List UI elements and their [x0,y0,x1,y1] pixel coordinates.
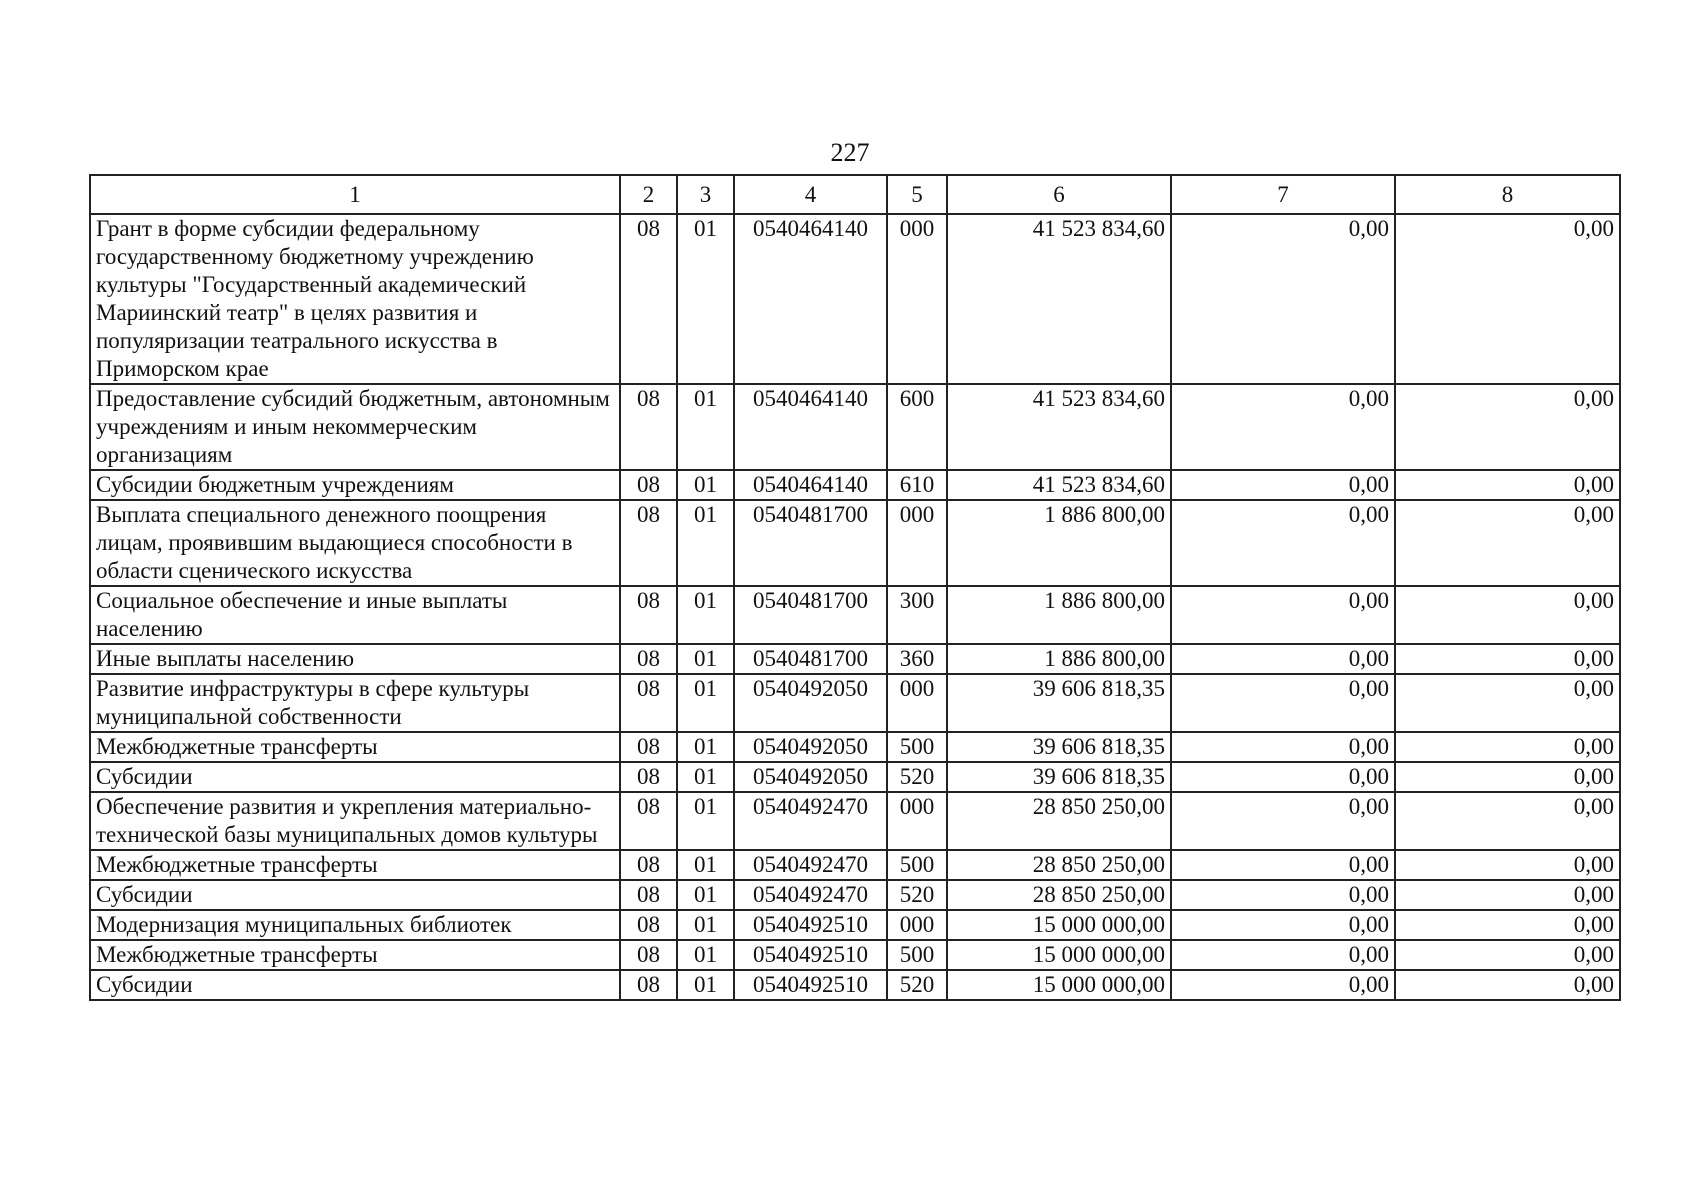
amount-cell: 41 523 834,60 [947,214,1171,384]
amount-cell: 0,00 [1395,384,1620,470]
amount-cell: 0,00 [1395,214,1620,384]
amount-cell: 0,00 [1395,674,1620,732]
subsection-code-cell: 01 [677,792,734,850]
target-article-cell: 0540464140 [734,214,887,384]
amount-cell: 0,00 [1395,586,1620,644]
target-article-cell: 0540492470 [734,850,887,880]
subsection-code-cell: 01 [677,940,734,970]
expense-type-cell: 300 [887,586,947,644]
subsection-code-cell: 01 [677,880,734,910]
section-code-cell: 08 [620,880,677,910]
amount-cell: 1 886 800,00 [947,586,1171,644]
section-code-cell: 08 [620,792,677,850]
expense-type-cell: 000 [887,500,947,586]
target-article-cell: 0540492510 [734,940,887,970]
row-name-cell: Субсидии [90,970,620,1000]
column-header: 5 [887,175,947,214]
table-row [90,880,1620,910]
column-header: 1 [90,175,620,214]
amount-cell: 0,00 [1171,732,1395,762]
subsection-code-cell: 01 [677,384,734,470]
amount-cell: 39 606 818,35 [947,762,1171,792]
subsection-code-cell: 01 [677,970,734,1000]
row-name-cell: Предоставление субсидий бюджетным, автономным учреждениям и иным некоммерческим организациям [90,384,620,470]
subsection-code-cell: 01 [677,762,734,792]
target-article-cell: 0540464140 [734,384,887,470]
budget-table [89,174,1621,1001]
amount-cell: 28 850 250,00 [947,880,1171,910]
table-row [90,792,1620,850]
expense-type-cell: 000 [887,910,947,940]
amount-cell: 0,00 [1395,644,1620,674]
section-code-cell: 08 [620,762,677,792]
expense-type-cell: 000 [887,214,947,384]
column-header: 7 [1171,175,1395,214]
amount-cell: 0,00 [1395,940,1620,970]
section-code-cell: 08 [620,500,677,586]
amount-cell: 28 850 250,00 [947,850,1171,880]
subsection-code-cell: 01 [677,732,734,762]
row-name-cell: Развитие инфраструктуры в сфере культуры муниципальной собственности [90,674,620,732]
column-header: 8 [1395,175,1620,214]
expense-type-cell: 360 [887,644,947,674]
amount-cell: 0,00 [1171,792,1395,850]
subsection-code-cell: 01 [677,500,734,586]
subsection-code-cell: 01 [677,470,734,500]
section-code-cell: 08 [620,644,677,674]
amount-cell: 0,00 [1395,880,1620,910]
amount-cell: 0,00 [1395,470,1620,500]
subsection-code-cell: 01 [677,644,734,674]
table-row [90,970,1620,1000]
section-code-cell: 08 [620,732,677,762]
table-row [90,214,1620,384]
amount-cell: 0,00 [1171,384,1395,470]
amount-cell: 41 523 834,60 [947,470,1171,500]
amount-cell: 0,00 [1395,732,1620,762]
row-name-cell: Межбюджетные трансферты [90,850,620,880]
amount-cell: 28 850 250,00 [947,792,1171,850]
target-article-cell: 0540481700 [734,586,887,644]
amount-cell: 0,00 [1171,850,1395,880]
amount-cell: 0,00 [1171,214,1395,384]
table-row [90,910,1620,940]
page-number: 227 [830,138,870,167]
amount-cell: 0,00 [1171,762,1395,792]
section-code-cell: 08 [620,470,677,500]
amount-cell: 0,00 [1171,910,1395,940]
expense-type-cell: 520 [887,880,947,910]
amount-cell: 39 606 818,35 [947,674,1171,732]
amount-cell: 0,00 [1171,644,1395,674]
table-row [90,500,1620,586]
subsection-code-cell: 01 [677,674,734,732]
amount-cell: 41 523 834,60 [947,384,1171,470]
amount-cell: 15 000 000,00 [947,970,1171,1000]
target-article-cell: 0540481700 [734,644,887,674]
table-row [90,674,1620,732]
section-code-cell: 08 [620,214,677,384]
table-row [90,644,1620,674]
column-header: 2 [620,175,677,214]
section-code-cell: 08 [620,674,677,732]
amount-cell: 0,00 [1171,500,1395,586]
table-row [90,762,1620,792]
table-header [90,175,1620,214]
amount-cell: 0,00 [1395,970,1620,1000]
subsection-code-cell: 01 [677,850,734,880]
subsection-code-cell: 01 [677,214,734,384]
amount-cell: 15 000 000,00 [947,910,1171,940]
row-name-cell: Межбюджетные трансферты [90,732,620,762]
column-header: 3 [677,175,734,214]
target-article-cell: 0540481700 [734,500,887,586]
expense-type-cell: 520 [887,970,947,1000]
expense-type-cell: 520 [887,762,947,792]
section-code-cell: 08 [620,940,677,970]
target-article-cell: 0540492050 [734,762,887,792]
amount-cell: 0,00 [1395,792,1620,850]
expense-type-cell: 000 [887,792,947,850]
row-name-cell: Социальное обеспечение и иные выплаты населению [90,586,620,644]
amount-cell: 0,00 [1171,880,1395,910]
row-name-cell: Субсидии [90,762,620,792]
target-article-cell: 0540492510 [734,970,887,1000]
table-body [90,214,1620,1000]
amount-cell: 0,00 [1171,940,1395,970]
subsection-code-cell: 01 [677,910,734,940]
table-row [90,384,1620,470]
amount-cell: 0,00 [1395,762,1620,792]
amount-cell: 0,00 [1395,500,1620,586]
row-name-cell: Иные выплаты населению [90,644,620,674]
amount-cell: 0,00 [1171,970,1395,1000]
row-name-cell: Выплата специального денежного поощрения лицам, проявившим выдающиеся способности в области сценического искусства [90,500,620,586]
column-header: 4 [734,175,887,214]
expense-type-cell: 500 [887,940,947,970]
amount-cell: 0,00 [1171,586,1395,644]
amount-cell: 1 886 800,00 [947,644,1171,674]
expense-type-cell: 000 [887,674,947,732]
row-name-cell: Модернизация муниципальных библиотек [90,910,620,940]
target-article-cell: 0540492470 [734,880,887,910]
amount-cell: 0,00 [1395,850,1620,880]
target-article-cell: 0540464140 [734,470,887,500]
target-article-cell: 0540492510 [734,910,887,940]
amount-cell: 0,00 [1171,470,1395,500]
row-name-cell: Межбюджетные трансферты [90,940,620,970]
row-name-cell: Субсидии бюджетным учреждениям [90,470,620,500]
expense-type-cell: 500 [887,732,947,762]
row-name-cell: Обеспечение развития и укрепления материально-технической базы муниципальных домов культуры [90,792,620,850]
section-code-cell: 08 [620,384,677,470]
target-article-cell: 0540492050 [734,732,887,762]
section-code-cell: 08 [620,910,677,940]
target-article-cell: 0540492050 [734,674,887,732]
table-row [90,470,1620,500]
target-article-cell: 0540492470 [734,792,887,850]
header-row [90,175,1620,214]
subsection-code-cell: 01 [677,586,734,644]
row-name-cell: Субсидии [90,880,620,910]
amount-cell: 1 886 800,00 [947,500,1171,586]
section-code-cell: 08 [620,586,677,644]
expense-type-cell: 610 [887,470,947,500]
amount-cell: 0,00 [1395,910,1620,940]
table-row [90,850,1620,880]
amount-cell: 39 606 818,35 [947,732,1171,762]
section-code-cell: 08 [620,850,677,880]
amount-cell: 0,00 [1171,674,1395,732]
expense-type-cell: 500 [887,850,947,880]
table-row [90,732,1620,762]
expense-type-cell: 600 [887,384,947,470]
column-header: 6 [947,175,1171,214]
table-row [90,586,1620,644]
table-row [90,940,1620,970]
section-code-cell: 08 [620,970,677,1000]
amount-cell: 15 000 000,00 [947,940,1171,970]
row-name-cell: Грант в форме субсидии федеральному государственному бюджетному учреждению культуры "Государственный академический Мариинский театр" в целях развития и популяризации театрального искусства в Приморском крае [90,214,620,384]
